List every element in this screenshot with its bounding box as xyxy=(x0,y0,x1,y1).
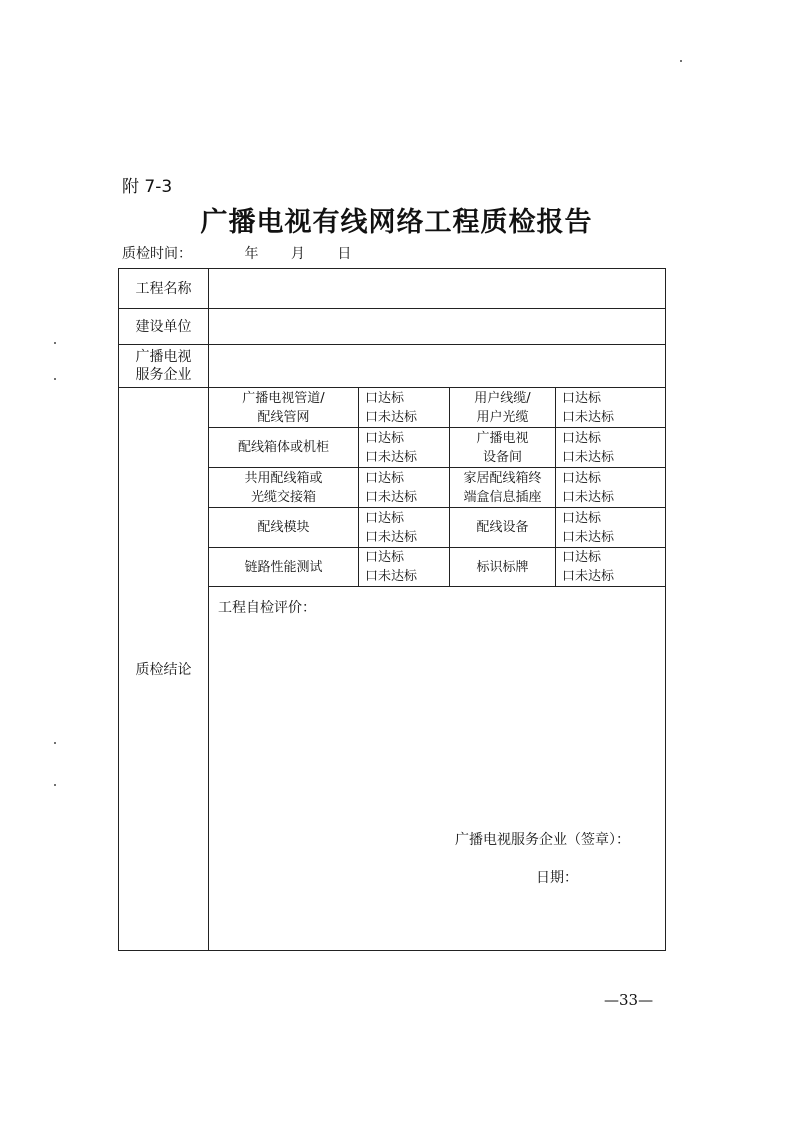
check-item: 配线模块 xyxy=(209,508,359,547)
project-name-row xyxy=(119,269,665,309)
service-enterprise-label-line2: 服务企业 xyxy=(135,367,192,383)
day-label: 日 xyxy=(337,246,352,262)
check-options[interactable] xyxy=(556,428,665,467)
pass-checkbox[interactable]: 口达标 xyxy=(562,510,602,526)
pass-checkbox[interactable]: 口达标 xyxy=(365,550,405,565)
service-enterprise-value[interactable] xyxy=(209,345,665,387)
signature-label: 广播电视服务企业（签章）： xyxy=(455,832,630,848)
check-options[interactable] xyxy=(359,508,450,547)
check-row xyxy=(209,508,665,548)
check-options[interactable] xyxy=(556,388,665,427)
fail-checkbox[interactable]: 口未达标 xyxy=(562,449,615,465)
fail-checkbox[interactable]: 口未达标 xyxy=(365,489,418,505)
pass-checkbox[interactable]: 口达标 xyxy=(562,550,602,565)
check-options[interactable] xyxy=(556,468,665,507)
inspection-time xyxy=(122,243,351,263)
check-row xyxy=(209,428,665,468)
check-item: 链路性能测试 xyxy=(209,548,359,586)
project-name-label: 工程名称 xyxy=(119,269,209,308)
fail-checkbox[interactable]: 口未达标 xyxy=(365,449,418,465)
inspection-time-label: 质检时间： xyxy=(122,246,192,262)
check-options[interactable] xyxy=(359,388,450,427)
scan-speck xyxy=(54,378,56,380)
pass-checkbox[interactable]: 口达标 xyxy=(365,390,405,406)
check-item: 家居配线箱终 端盒信息插座 xyxy=(450,468,556,507)
fail-checkbox[interactable]: 口未达标 xyxy=(365,409,418,425)
service-enterprise-label xyxy=(119,345,209,387)
check-options[interactable] xyxy=(359,468,450,507)
check-item: 广播电视管道/ 配线管网 xyxy=(209,388,359,427)
scan-speck xyxy=(54,742,56,744)
check-item: 配线设备 xyxy=(450,508,556,547)
service-enterprise-label-line1: 广播电视 xyxy=(135,349,192,365)
builder-value[interactable] xyxy=(209,309,665,344)
qc-conclusion-label: 质检结论 xyxy=(119,388,209,950)
page-number: —33— xyxy=(604,991,654,1009)
check-item: 配线箱体或机柜 xyxy=(209,428,359,467)
month-label: 月 xyxy=(290,246,305,262)
fail-checkbox[interactable]: 口未达标 xyxy=(365,569,418,584)
fail-checkbox[interactable]: 口未达标 xyxy=(562,409,615,425)
scan-speck xyxy=(680,60,682,62)
check-row xyxy=(209,468,665,508)
check-item: 共用配线箱或 光缆交接箱 xyxy=(209,468,359,507)
check-item: 标识标牌 xyxy=(450,548,556,586)
pass-checkbox[interactable]: 口达标 xyxy=(365,430,405,446)
fail-checkbox[interactable]: 口未达标 xyxy=(562,489,615,505)
year-label: 年 xyxy=(244,246,259,262)
check-options[interactable] xyxy=(359,548,450,586)
builder-label: 建设单位 xyxy=(119,309,209,344)
attachment-label: 附 7-3 xyxy=(122,177,173,197)
check-row xyxy=(209,548,665,587)
document-title: 广播电视有线网络工程质检报告 xyxy=(200,207,593,238)
check-options[interactable] xyxy=(556,548,665,586)
pass-checkbox[interactable]: 口达标 xyxy=(562,390,602,406)
builder-row xyxy=(119,309,665,345)
check-item: 广播电视 设备间 xyxy=(450,428,556,467)
scan-speck xyxy=(54,342,56,344)
pass-checkbox[interactable]: 口达标 xyxy=(365,510,405,526)
date-label: 日期： xyxy=(536,870,578,886)
self-evaluation-label: 工程自检评价： xyxy=(218,600,316,616)
check-grid xyxy=(209,388,665,587)
scan-speck xyxy=(54,784,56,786)
check-options[interactable] xyxy=(359,428,450,467)
fail-checkbox[interactable]: 口未达标 xyxy=(365,529,418,545)
service-enterprise-row xyxy=(119,345,665,388)
pass-checkbox[interactable]: 口达标 xyxy=(562,470,602,486)
check-row xyxy=(209,388,665,428)
check-options[interactable] xyxy=(556,508,665,547)
project-name-value[interactable] xyxy=(209,269,665,308)
fail-checkbox[interactable]: 口未达标 xyxy=(562,529,615,545)
fail-checkbox[interactable]: 口未达标 xyxy=(562,569,615,584)
pass-checkbox[interactable]: 口达标 xyxy=(365,470,405,486)
check-item: 用户线缆/ 用户光缆 xyxy=(450,388,556,427)
pass-checkbox[interactable]: 口达标 xyxy=(562,430,602,446)
